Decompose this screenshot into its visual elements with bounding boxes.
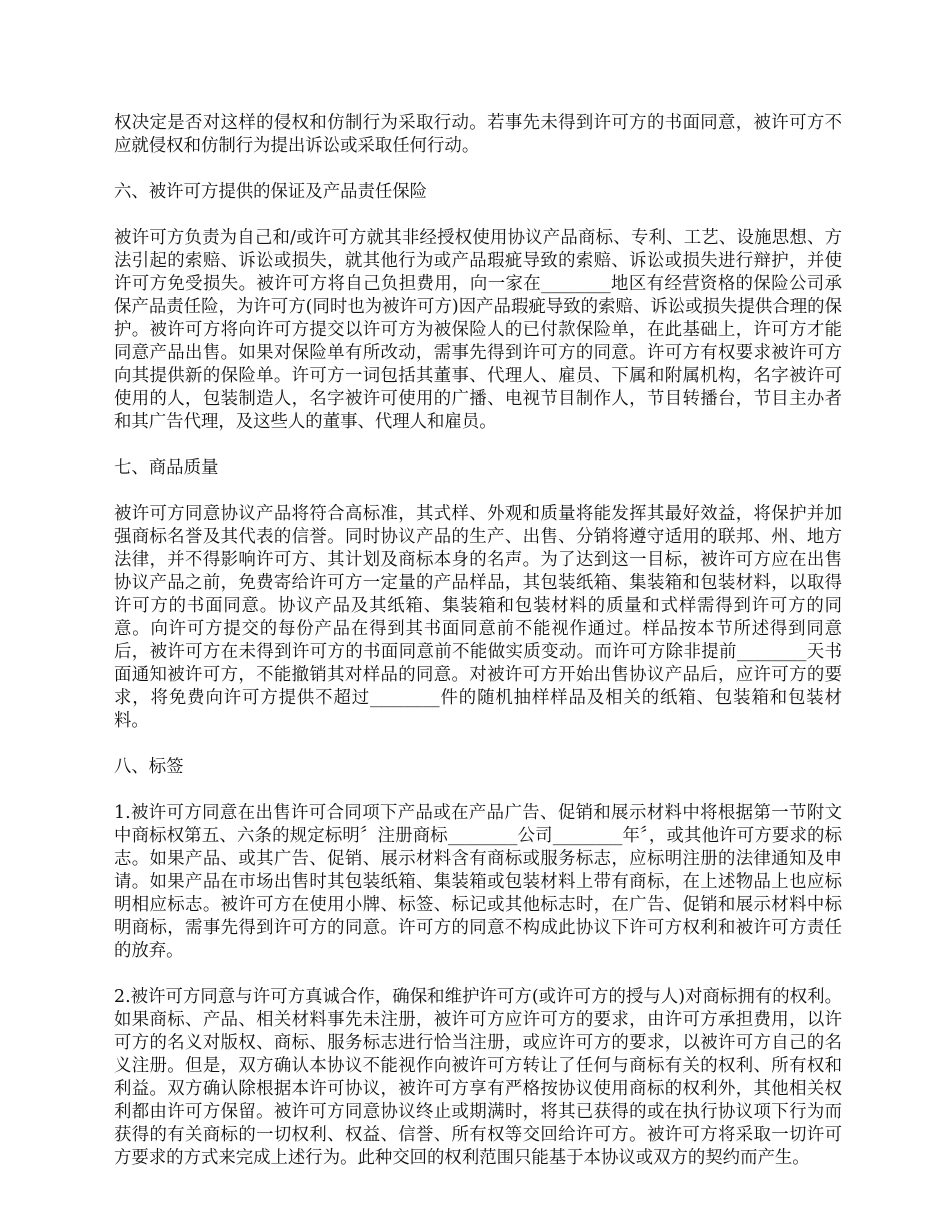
- paragraph-section-8-item-2: 2.被许可方同意与许可方真诚合作，确保和维护许可方(或许可方的授与人)对商标拥有的权利。如果商标、产品、相关材料事先未注册，被许可方应许可方的要求，由许可方承担费用，以许可方的名义对版权、商标、服务标志进行恰当注册，或应许可方的要求，以被许可方自己的名义注册。但是，双方确认本协议不能视作向被许可方转让了任何与商标有关的权利、所有权和利益。双方确认除根据本许可协议，被许可方享有严格按协议使用商标的权利外，其他相关权利都由许可方保留。被许可方同意协议终止或期满时，将其已获得的或在执行协议项下行为而获得的有关商标的一切权利、权益、信誉、所有权等交回给许可方。被许可方将采取一切许可方要求的方式来完成上述行为。此种交回的权利范围只能基于本协议或双方的契约而产生。: [114, 987, 842, 1168]
- document-body: [114, 112, 842, 1193]
- paragraph-section-7: 被许可方同意协议产品将符合高标准，其式样、外观和质量将能发挥其最好效益，将保护并加强商标名誉及其代表的信誉。同时协议产品的生产、出售、分销将遵守适用的联邦、州、地方法律，并不得影响许可方、其计划及商标本身的名声。为了达到这一目标，被许可方应在出售协议产品之前，免费寄给许可方一定量的产品样品，其包装纸箱、集装箱和包装材料，以取得许可方的书面同意。协议产品及其纸箱、集装箱和包装材料的质量和式样需得到许可方的同意。向许可方提交的每份产品在得到其书面同意前不能视作通过。样品按本节所述得到同意后，被许可方在未得到许可方的书面同意前不能做实质变动。而许可方除非提前________天书面通知被许可方，不能撤销其对样品的同意。对被许可方开始出售协议产品后，应许可方的要求，将免费向许可方提供不超过________件的随机抽样样品及相关的纸箱、包装箱和包装材料。: [114, 504, 842, 731]
- section-heading-6: 六、被许可方提供的保证及产品责任保险: [114, 182, 428, 202]
- section-heading-8: 八、标签: [114, 757, 184, 777]
- section-heading-7: 七、商品质量: [114, 458, 219, 478]
- paragraph-intro: 权决定是否对这样的侵权和仿制行为采取行动。若事先未得到许可方的书面同意，被许可方不应就侵权和仿制行为提出诉讼或采取任何行动。: [114, 113, 842, 156]
- paragraph-section-8-item-1: 1.被许可方同意在出售许可合同项下产品或在产品广告、促销和展示材料中将根据第一节附文中商标权第五、六条的规定标明〞注册商标________公司________年〞，或其他许可方要求的标志。如果产品、或其广告、促销、展示材料含有商标或服务标志，应标明注册的法律通知及申请。如果产品在市场出售时其包装纸箱、集装箱或包装材料上带有商标，在上述物品上也应标明相应标志。被许可方在使用小牌、标签、标记或其他标志时，在广告、促销和展示材料中标明商标，需事先得到许可方的同意。许可方的同意不构成此协议下许可方权利和被许可方责任的放弃。: [114, 803, 842, 961]
- paragraph-section-6: 被许可方负责为自己和/或许可方就其非经授权使用协议产品商标、专利、工艺、设施思想、方法引起的索赔、诉讼或损失，就其他行为或产品瑕疵导致的索赔、诉讼或损失进行辩护，并使许可方免受损失。被许可方将自己负担费用，向一家在________地区有经营资格的保险公司承保产品责任险，为许可方(同时也为被许可方)因产品瑕疵导致的索赔、诉讼或损失提供合理的保护。被许可方将向许可方提交以许可方为被保险人的已付款保险单，在此基础上，许可方才能同意产品出售。如果对保险单有所改动，需事先得到许可方的同意。许可方有权要求被许可方向其提供新的保险单。许可方一词包括其董事、代理人、雇员、下属和附属机构，名字被许可使用的人，包装制造人，名字被许可使用的广播、电视节目制作人，节目转播台，节目主办者和其广告代理，及这些人的董事、代理人和雇员。: [114, 228, 842, 432]
